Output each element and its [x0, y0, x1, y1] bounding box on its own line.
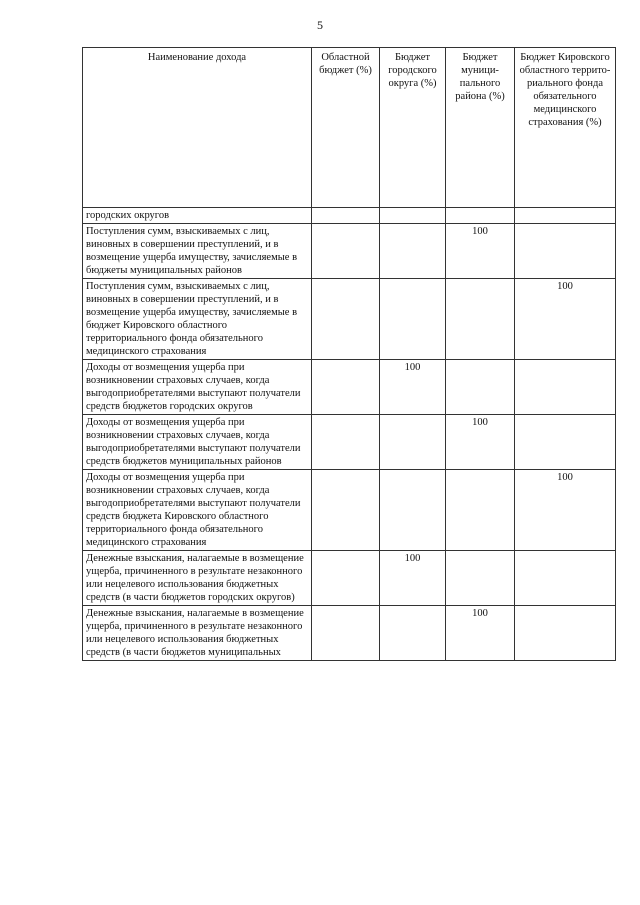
percent-cell-municipal: 100 [446, 606, 515, 661]
percent-cell-fund [515, 360, 616, 415]
percent-cell-municipal: 100 [446, 415, 515, 470]
header-revenue-name: Наименование дохода [83, 48, 312, 208]
percent-cell-regional [312, 606, 380, 661]
percent-cell-regional [312, 470, 380, 551]
percent-cell-city [380, 606, 446, 661]
percent-cell-city [380, 470, 446, 551]
header-municipal-budget: Бюджет муници-пального района (%) [446, 48, 515, 208]
percent-cell-fund [515, 606, 616, 661]
percent-cell-municipal [446, 360, 515, 415]
percent-cell-fund: 100 [515, 470, 616, 551]
percent-cell-city [380, 208, 446, 224]
percent-cell-fund: 100 [515, 279, 616, 360]
revenue-name-cell: Доходы от возмещения ущерба при возникновении страховых случаев, когда выгодоприобретателями выступают получатели средств бюджетов муниципальных районов [83, 415, 312, 470]
percent-cell-municipal [446, 470, 515, 551]
percent-cell-city: 100 [380, 360, 446, 415]
percent-cell-regional [312, 279, 380, 360]
page-number: 5 [317, 18, 323, 32]
percent-cell-fund [515, 208, 616, 224]
header-city-budget: Бюджет городского округа (%) [380, 48, 446, 208]
header-fund-budget: Бюджет Кировского областного террито-риального фонда обязательного медицинского страхования (%) [515, 48, 616, 208]
percent-cell-city [380, 279, 446, 360]
table-body [83, 208, 616, 661]
percent-cell-city [380, 224, 446, 279]
revenue-name-cell: Доходы от возмещения ущерба при возникновении страховых случаев, когда выгодоприобретателями выступают получатели средств бюджетов городских округов [83, 360, 312, 415]
percent-cell-regional [312, 224, 380, 279]
revenue-distribution-table [82, 47, 616, 661]
percent-cell-fund [515, 415, 616, 470]
table-row [83, 360, 616, 415]
percent-cell-regional [312, 415, 380, 470]
percent-cell-city: 100 [380, 551, 446, 606]
revenue-name-cell: Доходы от возмещения ущерба при возникновении страховых случаев, когда выгодоприобретателями выступают получатели средств бюджета Кировского областного территориального фонда обязательного медицинского страхования [83, 470, 312, 551]
percent-cell-municipal [446, 208, 515, 224]
table-row [83, 606, 616, 661]
percent-cell-regional [312, 360, 380, 415]
revenue-name-cell: Поступления сумм, взыскиваемых с лиц, виновных в совершении преступлений, и в возмещение ущерба имуществу, зачисляемые в бюджет Кировского областного территориального фонда обязательного медицинского страхования [83, 279, 312, 360]
header-regional-budget: Областной бюджет (%) [312, 48, 380, 208]
percent-cell-regional [312, 551, 380, 606]
table-row [83, 470, 616, 551]
percent-cell-municipal: 100 [446, 224, 515, 279]
percent-cell-regional [312, 208, 380, 224]
table-row [83, 551, 616, 606]
table-header-row [83, 48, 616, 208]
percent-cell-municipal [446, 279, 515, 360]
percent-cell-fund [515, 224, 616, 279]
table-row [83, 224, 616, 279]
revenue-name-cell: Поступления сумм, взыскиваемых с лиц, виновных в совершении преступлений, и в возмещение ущерба имуществу, зачисляемые в бюджеты муниципальных районов [83, 224, 312, 279]
table-row [83, 415, 616, 470]
table-row [83, 208, 616, 224]
revenue-name-cell: городских округов [83, 208, 312, 224]
percent-cell-city [380, 415, 446, 470]
table-row [83, 279, 616, 360]
revenue-name-cell: Денежные взыскания, налагаемые в возмещение ущерба, причиненного в результате незаконного или нецелевого использования бюджетных средств (в части бюджетов городских округов) [83, 551, 312, 606]
percent-cell-fund [515, 551, 616, 606]
revenue-name-cell: Денежные взыскания, налагаемые в возмещение ущерба, причиненного в результате незаконного или нецелевого использования бюджетных средств (в части бюджетов муниципальных [83, 606, 312, 661]
percent-cell-municipal [446, 551, 515, 606]
